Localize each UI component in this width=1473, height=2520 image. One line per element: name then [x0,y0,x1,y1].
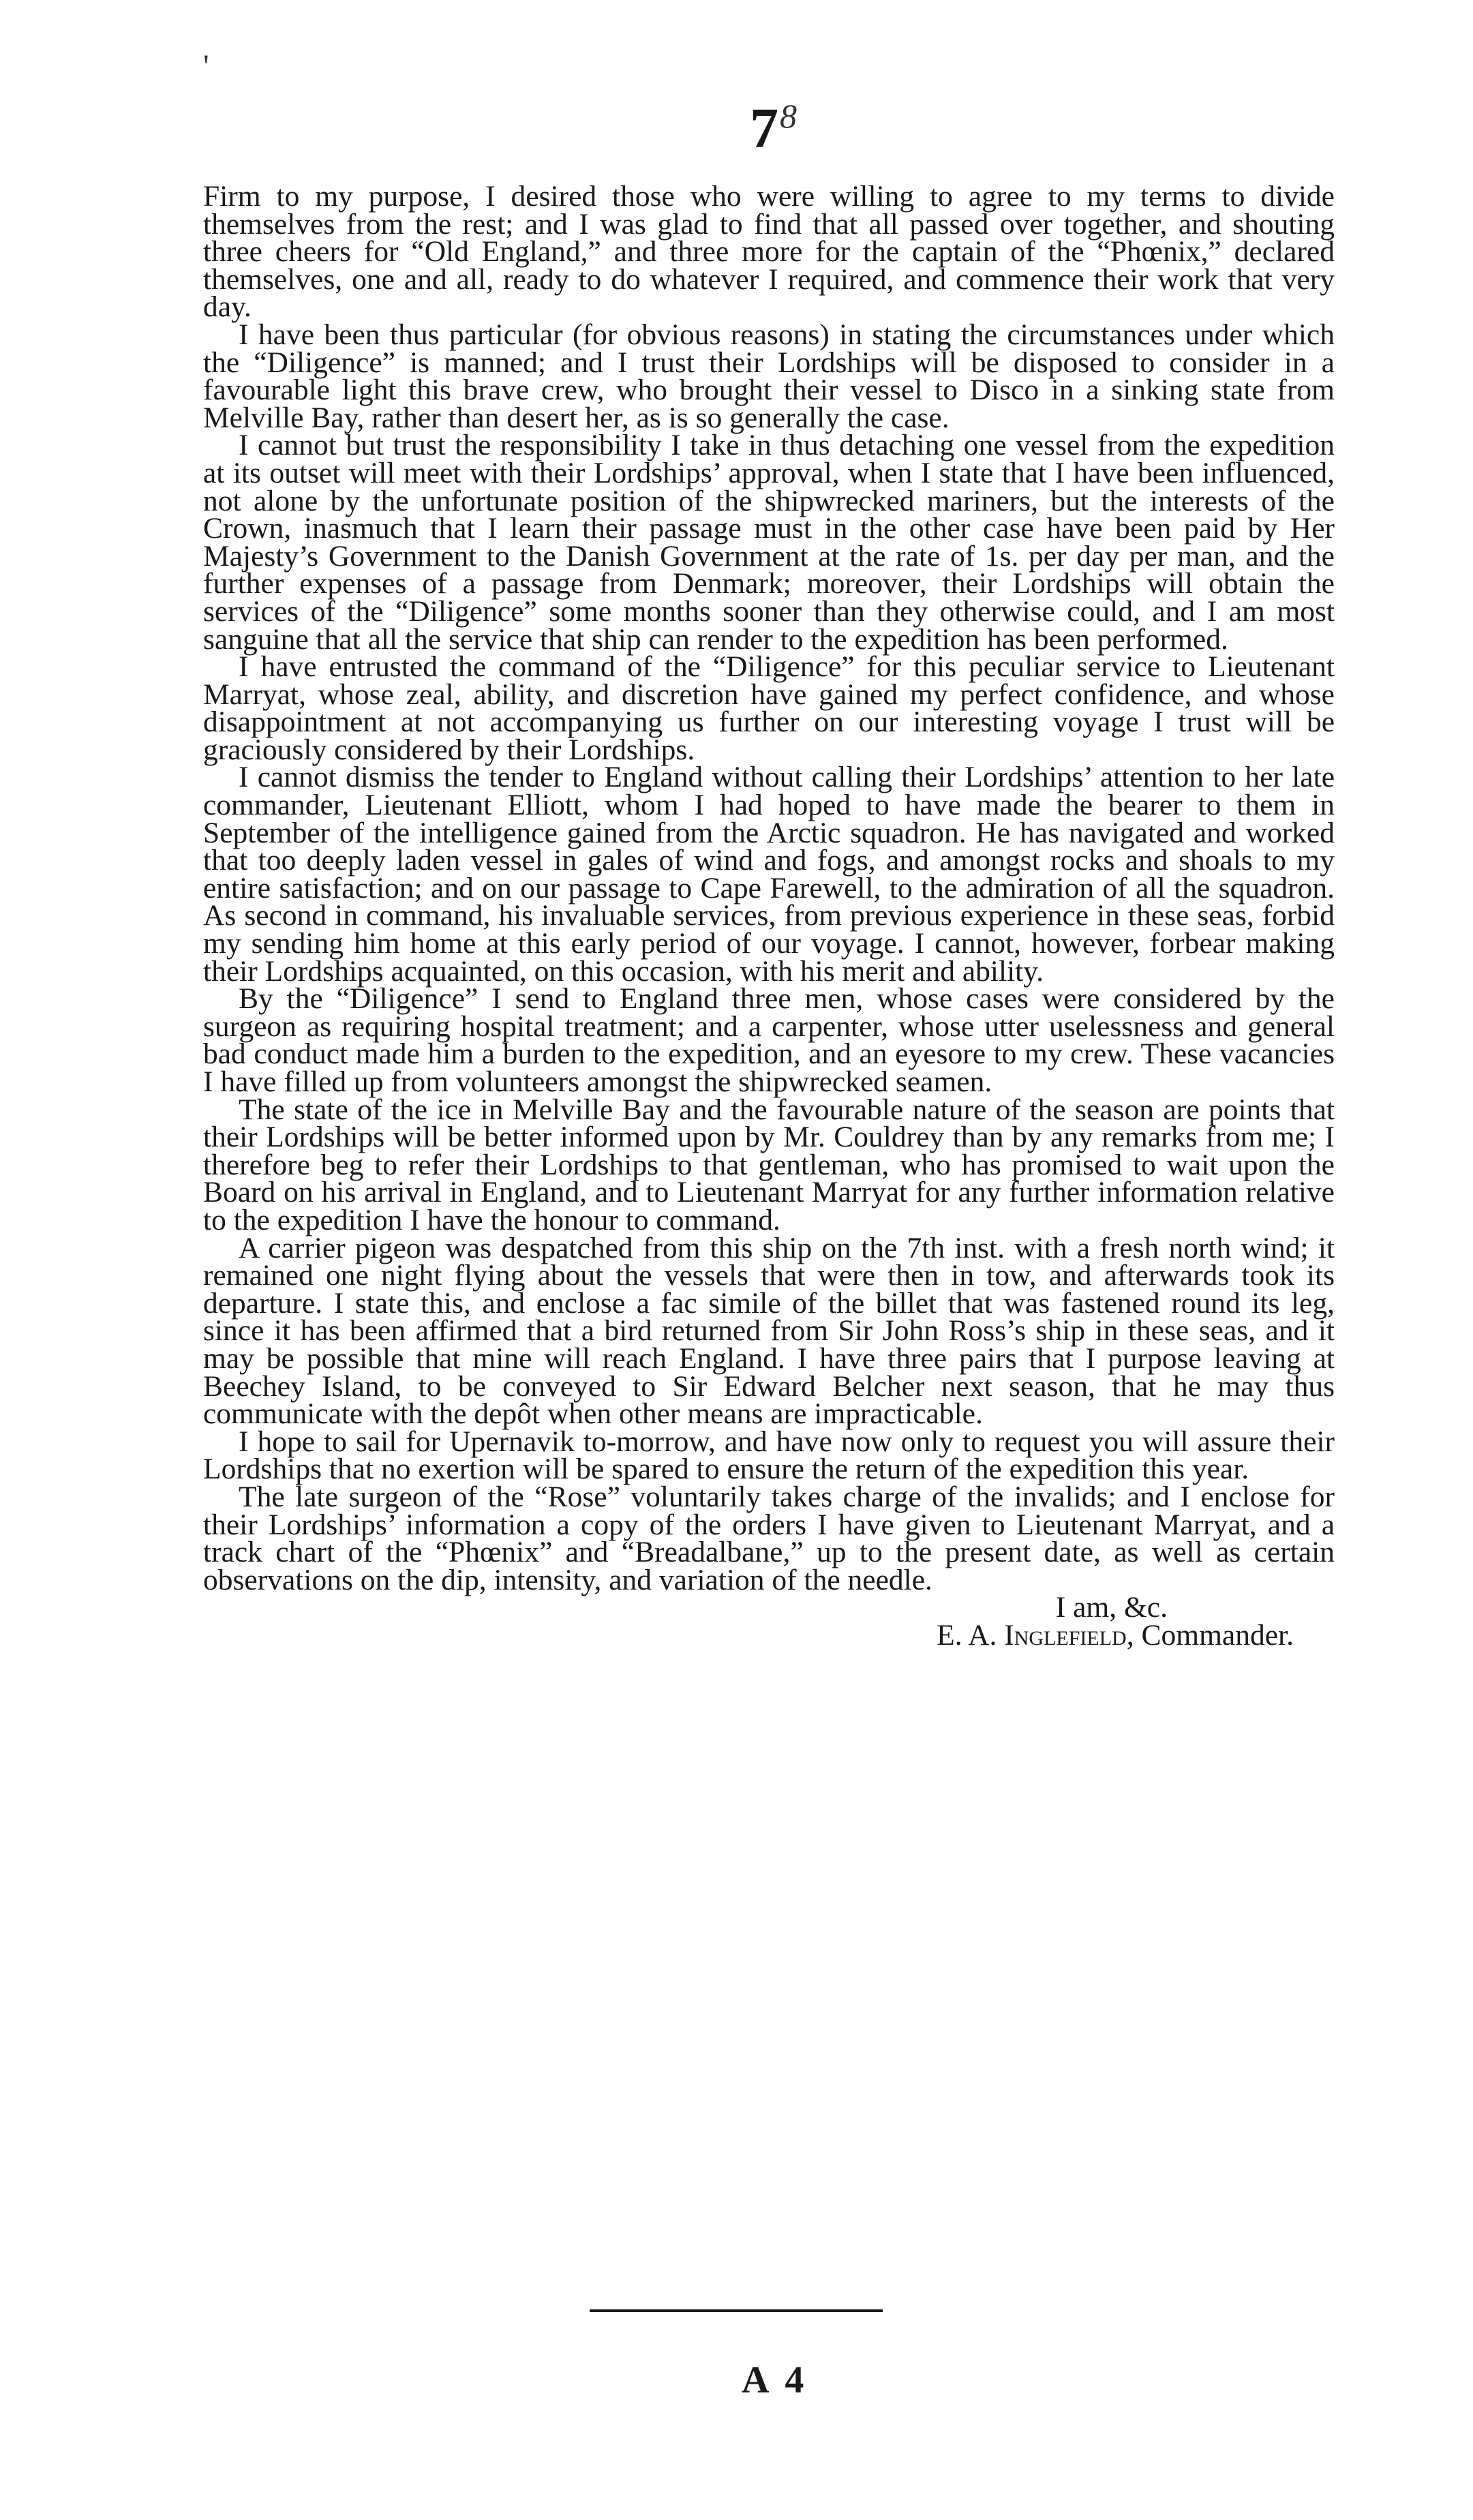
paragraph-7: The state of the ice in Melville Bay and the favourable nature of the season are points that their Lordships will be better informed upon by Mr. Couldrey than by any remarks from me; I therefore beg to refer their Lordships to that gentleman, who has promised to wait upon the Board on his arrival in England, and to Lieutenant Marryat for any further information relative to the expedition I have the honour to command. [203,1093,1335,1236]
paragraph-6: By the “Diligence” I send to England three men, whose cases were considered by the surgeon as requiring hospital treatment; and a carpenter, whose utter uselessness and general bad conduct made him a burden to the expedition, and an eyesore to my crew. These vacancies I have filled up from volunteers amongst the shipwrecked seamen. [203,982,1335,1098]
paragraph-10: The late surgeon of the “Rose” voluntarily takes charge of the invalids; and I enclose for their Lordships’ information a copy of the orders I have given to Lieutenant Marryat, and a track chart of the “Phœnix” and “Breadalbane,” up to the present date, as well as certain observations on the dip, intensity, and variation of the needle. [203,1480,1335,1596]
signature-surname: Inglefield [1004,1618,1127,1652]
paragraph-4: I have entrusted the command of the “Diligence” for this peculiar service to Lieutenant Marryat, whose zeal, ability, and discretion have gained my perfect confidence, and whose disappointment at not accompanying us further on our interesting voyage I trust will be graciously considered by their Lordships. [203,650,1335,766]
paragraph-9: I hope to sail for Upernavik to-morrow, and have now only to request you will assure their Lordships that no exertion will be spared to ensure the return of the expedition this year. [203,1425,1335,1486]
printer-signature-mark: A 4 [742,2359,808,2401]
paragraph-5: I cannot dismiss the tender to England without calling their Lordships’ attention to her late commander, Lieutenant Elliott, whom I had hoped to have made the bearer to them in September of the intelligence gained from the Arctic squadron. He has navigated and worked that too deeply laden vessel in gales of wind and fogs, and amongst rocks and shoals to my entire satisfaction; and on our passage to Cape Farewell, to the admiration of all the squadron. As second in command, his invaluable services, from previous experience in these seas, forbid my sending him home at this early period of our voyage. I cannot, however, forbear making their Lordships acquainted, on this occasion, with his merit and ability. [203,761,1335,988]
paragraph-2: I have been thus particular (for obvious reasons) in stating the circumstances under which the “Diligence” is manned; and I trust their Lordships will be disposed to consider in a favourable light this brave crew, who brought their vessel to Disco in a sinking state from Melville Bay, rather than desert her, as is so generally the case. [203,318,1335,434]
signature-initials: E. A. [937,1618,997,1652]
page-number-printed: 7 [750,97,778,160]
paragraph-8: A carrier pigeon was despatched from this ship on the 7th inst. with a fresh north wind; it remained one night flying about the vessels that were then in tow, and afterwards took its departure. I state this, and enclose a fac simile of the billet that was fastened round its leg, since it has been affirmed that a bird returned from Sir John Ross’s ship in these seas, and it may be possible that mine will reach England. I have three pairs that I purpose leaving at Beechey Island, to be conveyed to Sir Edward Belcher next season, that he may thus communicate with the depôt when other means are impracticable. [203,1231,1335,1431]
page-number-pencil: 8 [780,97,797,135]
paragraph-1: Firm to my purpose, I desired those who were willing to agree to my terms to divide themselves from the rest; and I was glad to find that all passed over together, and shouting three cheers for “Old England,” and three more for the captain of the “Phœnix,” declared themselves, one and all, ready to do whatever I required, and commence their work that very day. [203,180,1335,324]
signature-rank: , Commander. [1126,1618,1294,1652]
closing-salutation: I am, &c. [1055,1591,1168,1624]
stray-mark: ' [203,48,209,85]
page-number [750,95,797,162]
signature [203,1618,1335,1652]
paragraph-3: I cannot but trust the responsibility I take in thus detaching one vessel from the expedition at its outset will meet with their Lordships’ approval, when I state that I have been influenced, not alone by the unfortunate position of the shipwrecked mariners, but the interests of the Crown, inasmuch that I learn their passage must in the other case have been paid by Her Majesty’s Government to the Danish Government at the rate of 1s. per day per man, and the further expenses of a passage from Denmark; moreover, their Lordships will obtain the services of the “Diligence” some months sooner than they otherwise could, and I am most sanguine that all the service that ship can render to the expedition has been performed. [203,429,1335,656]
closing-line [203,1591,1335,1624]
letter-body [203,180,1335,1652]
horizontal-rule [590,2309,883,2312]
